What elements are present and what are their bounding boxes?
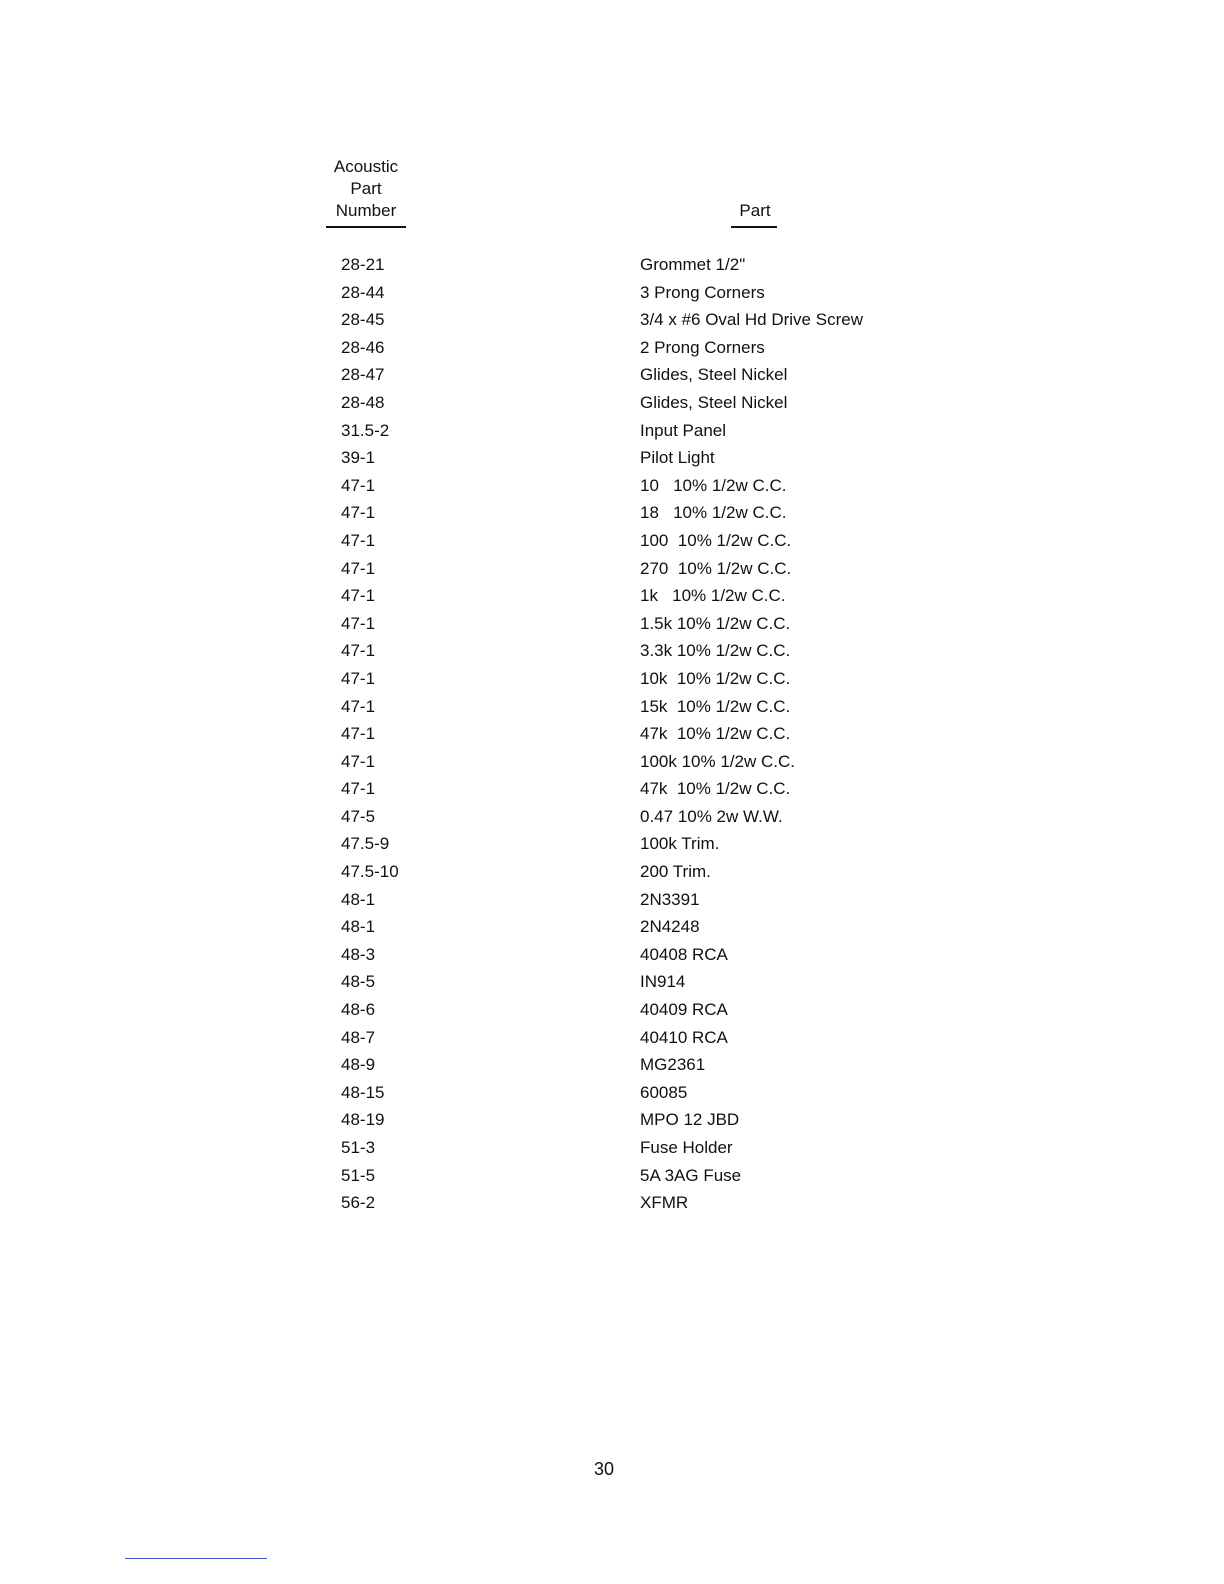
part-number: 47-1 — [341, 779, 376, 799]
part-description: 100 10% 1/2w C.C. — [640, 530, 792, 550]
header-part-underline — [731, 226, 777, 228]
table-row — [0, 721, 1224, 749]
part-number: 47.5-10 — [341, 862, 399, 882]
part-description: 2N4248 — [640, 917, 700, 937]
part-description: 60085 — [640, 1082, 688, 1102]
part-number: 47-1 — [341, 558, 376, 578]
header-number-underline — [326, 226, 406, 228]
table-row — [0, 859, 1224, 887]
part-description: 40408 RCA — [640, 944, 728, 964]
part-number: 48-9 — [341, 1055, 376, 1075]
table-row — [0, 1135, 1224, 1163]
part-number: 31.5-2 — [341, 420, 390, 440]
part-description: 5A 3AG Fuse — [640, 1165, 742, 1185]
table-row — [0, 1163, 1224, 1191]
table-row — [0, 307, 1224, 335]
header-acoustic: Acoustic — [333, 157, 399, 176]
part-number: 51-3 — [341, 1138, 376, 1157]
page-number: 30 — [593, 1459, 615, 1479]
part-description: 40410 RCA — [640, 1027, 728, 1047]
part-description: 47k 10% 1/2w C.C. — [640, 724, 791, 744]
header-part: Part — [739, 201, 771, 220]
part-number: 48-15 — [341, 1082, 385, 1102]
table-row — [0, 804, 1224, 832]
part-description: 100k 10% 1/2w C.C. — [640, 751, 795, 771]
part-description: Input Panel — [640, 420, 727, 440]
part-description: 3/4 x #6 Oval Hd Drive Screw — [640, 310, 863, 330]
part-number: 51-5 — [341, 1165, 376, 1185]
table-row — [0, 528, 1224, 556]
table-row — [0, 1190, 1224, 1218]
part-number: 48-19 — [341, 1110, 385, 1130]
part-description: 100k Trim. — [640, 834, 720, 854]
table-row — [0, 887, 1224, 915]
part-number: 28-44 — [341, 282, 385, 302]
part-description: Glides, Steel Nickel — [640, 365, 788, 385]
part-number: 47-1 — [341, 475, 376, 495]
part-description: 10k 10% 1/2w C.C. — [640, 668, 791, 688]
part-number: 47-5 — [341, 806, 376, 826]
table-row — [0, 831, 1224, 859]
part-description: 3.3k 10% 1/2w C.C. — [640, 641, 791, 661]
part-description: 2N3391 — [640, 889, 700, 909]
table-row — [0, 638, 1224, 666]
parts-table — [0, 252, 1224, 1218]
table-row — [0, 418, 1224, 446]
table-row — [0, 1080, 1224, 1108]
part-description: 47k 10% 1/2w C.C. — [640, 779, 791, 799]
part-description: 40409 RCA — [640, 1000, 728, 1020]
table-row — [0, 749, 1224, 777]
part-number: 28-45 — [341, 310, 385, 330]
part-description: MPO 12 JBD — [640, 1110, 740, 1130]
header-part-line: Part — [350, 179, 382, 198]
part-number: 47-1 — [341, 696, 376, 716]
table-row — [0, 473, 1224, 501]
part-number: 56-2 — [341, 1193, 376, 1213]
part-description: Pilot Light — [640, 448, 715, 468]
part-description: 1k 10% 1/2w C.C. — [640, 586, 786, 606]
part-number: 47-1 — [341, 503, 376, 523]
part-number: 28-48 — [341, 392, 385, 412]
table-row — [0, 942, 1224, 970]
part-number: 47-1 — [341, 751, 376, 771]
part-description: MG2361 — [640, 1055, 706, 1075]
table-row — [0, 500, 1224, 528]
table-row — [0, 390, 1224, 418]
part-number: 48-7 — [341, 1027, 376, 1047]
table-row — [0, 969, 1224, 997]
part-number: 47-1 — [341, 641, 376, 661]
header-number: Number — [335, 201, 397, 220]
table-row — [0, 776, 1224, 804]
part-description: 15k 10% 1/2w C.C. — [640, 696, 791, 716]
part-number: 48-6 — [341, 1000, 376, 1020]
table-row — [0, 583, 1224, 611]
part-number: 28-47 — [341, 365, 385, 385]
part-description: 18 10% 1/2w C.C. — [640, 503, 787, 523]
part-number: 48-1 — [341, 889, 376, 909]
part-description: 200 Trim. — [640, 862, 711, 882]
part-number: 47-1 — [341, 668, 376, 688]
part-number: 47.5-9 — [341, 834, 390, 854]
part-description: 10 10% 1/2w C.C. — [640, 475, 787, 495]
part-number: 48-1 — [341, 917, 376, 937]
part-description: 270 10% 1/2w C.C. — [640, 558, 792, 578]
part-number: 47-1 — [341, 724, 376, 744]
part-description: 0.47 10% 2w W.W. — [640, 806, 783, 826]
part-description: XFMR — [640, 1193, 689, 1213]
part-description: 1.5k 10% 1/2w C.C. — [640, 613, 791, 633]
table-row — [0, 280, 1224, 308]
table-row — [0, 445, 1224, 473]
part-description: IN914 — [640, 972, 686, 992]
part-description: Glides, Steel Nickel — [640, 392, 788, 412]
table-row — [0, 1107, 1224, 1135]
part-description: Grommet 1/2" — [640, 255, 746, 274]
part-number: 28-46 — [341, 337, 385, 357]
table-row — [0, 666, 1224, 694]
part-number: 28-21 — [341, 255, 385, 274]
table-row — [0, 914, 1224, 942]
table-row — [0, 252, 1224, 280]
table-row — [0, 362, 1224, 390]
part-number: 39-1 — [341, 448, 376, 468]
part-number: 48-5 — [341, 972, 376, 992]
part-description: Fuse Holder — [640, 1138, 733, 1157]
footer-rule — [125, 1558, 267, 1559]
part-description: 2 Prong Corners — [640, 337, 765, 357]
table-row — [0, 694, 1224, 722]
table-row — [0, 611, 1224, 639]
part-number: 47-1 — [341, 530, 376, 550]
part-number: 47-1 — [341, 613, 376, 633]
table-row — [0, 997, 1224, 1025]
table-row — [0, 1052, 1224, 1080]
part-number: 48-3 — [341, 944, 376, 964]
table-row — [0, 1025, 1224, 1053]
part-number: 47-1 — [341, 586, 376, 606]
table-row — [0, 335, 1224, 363]
part-description: 3 Prong Corners — [640, 282, 765, 302]
table-row — [0, 556, 1224, 584]
